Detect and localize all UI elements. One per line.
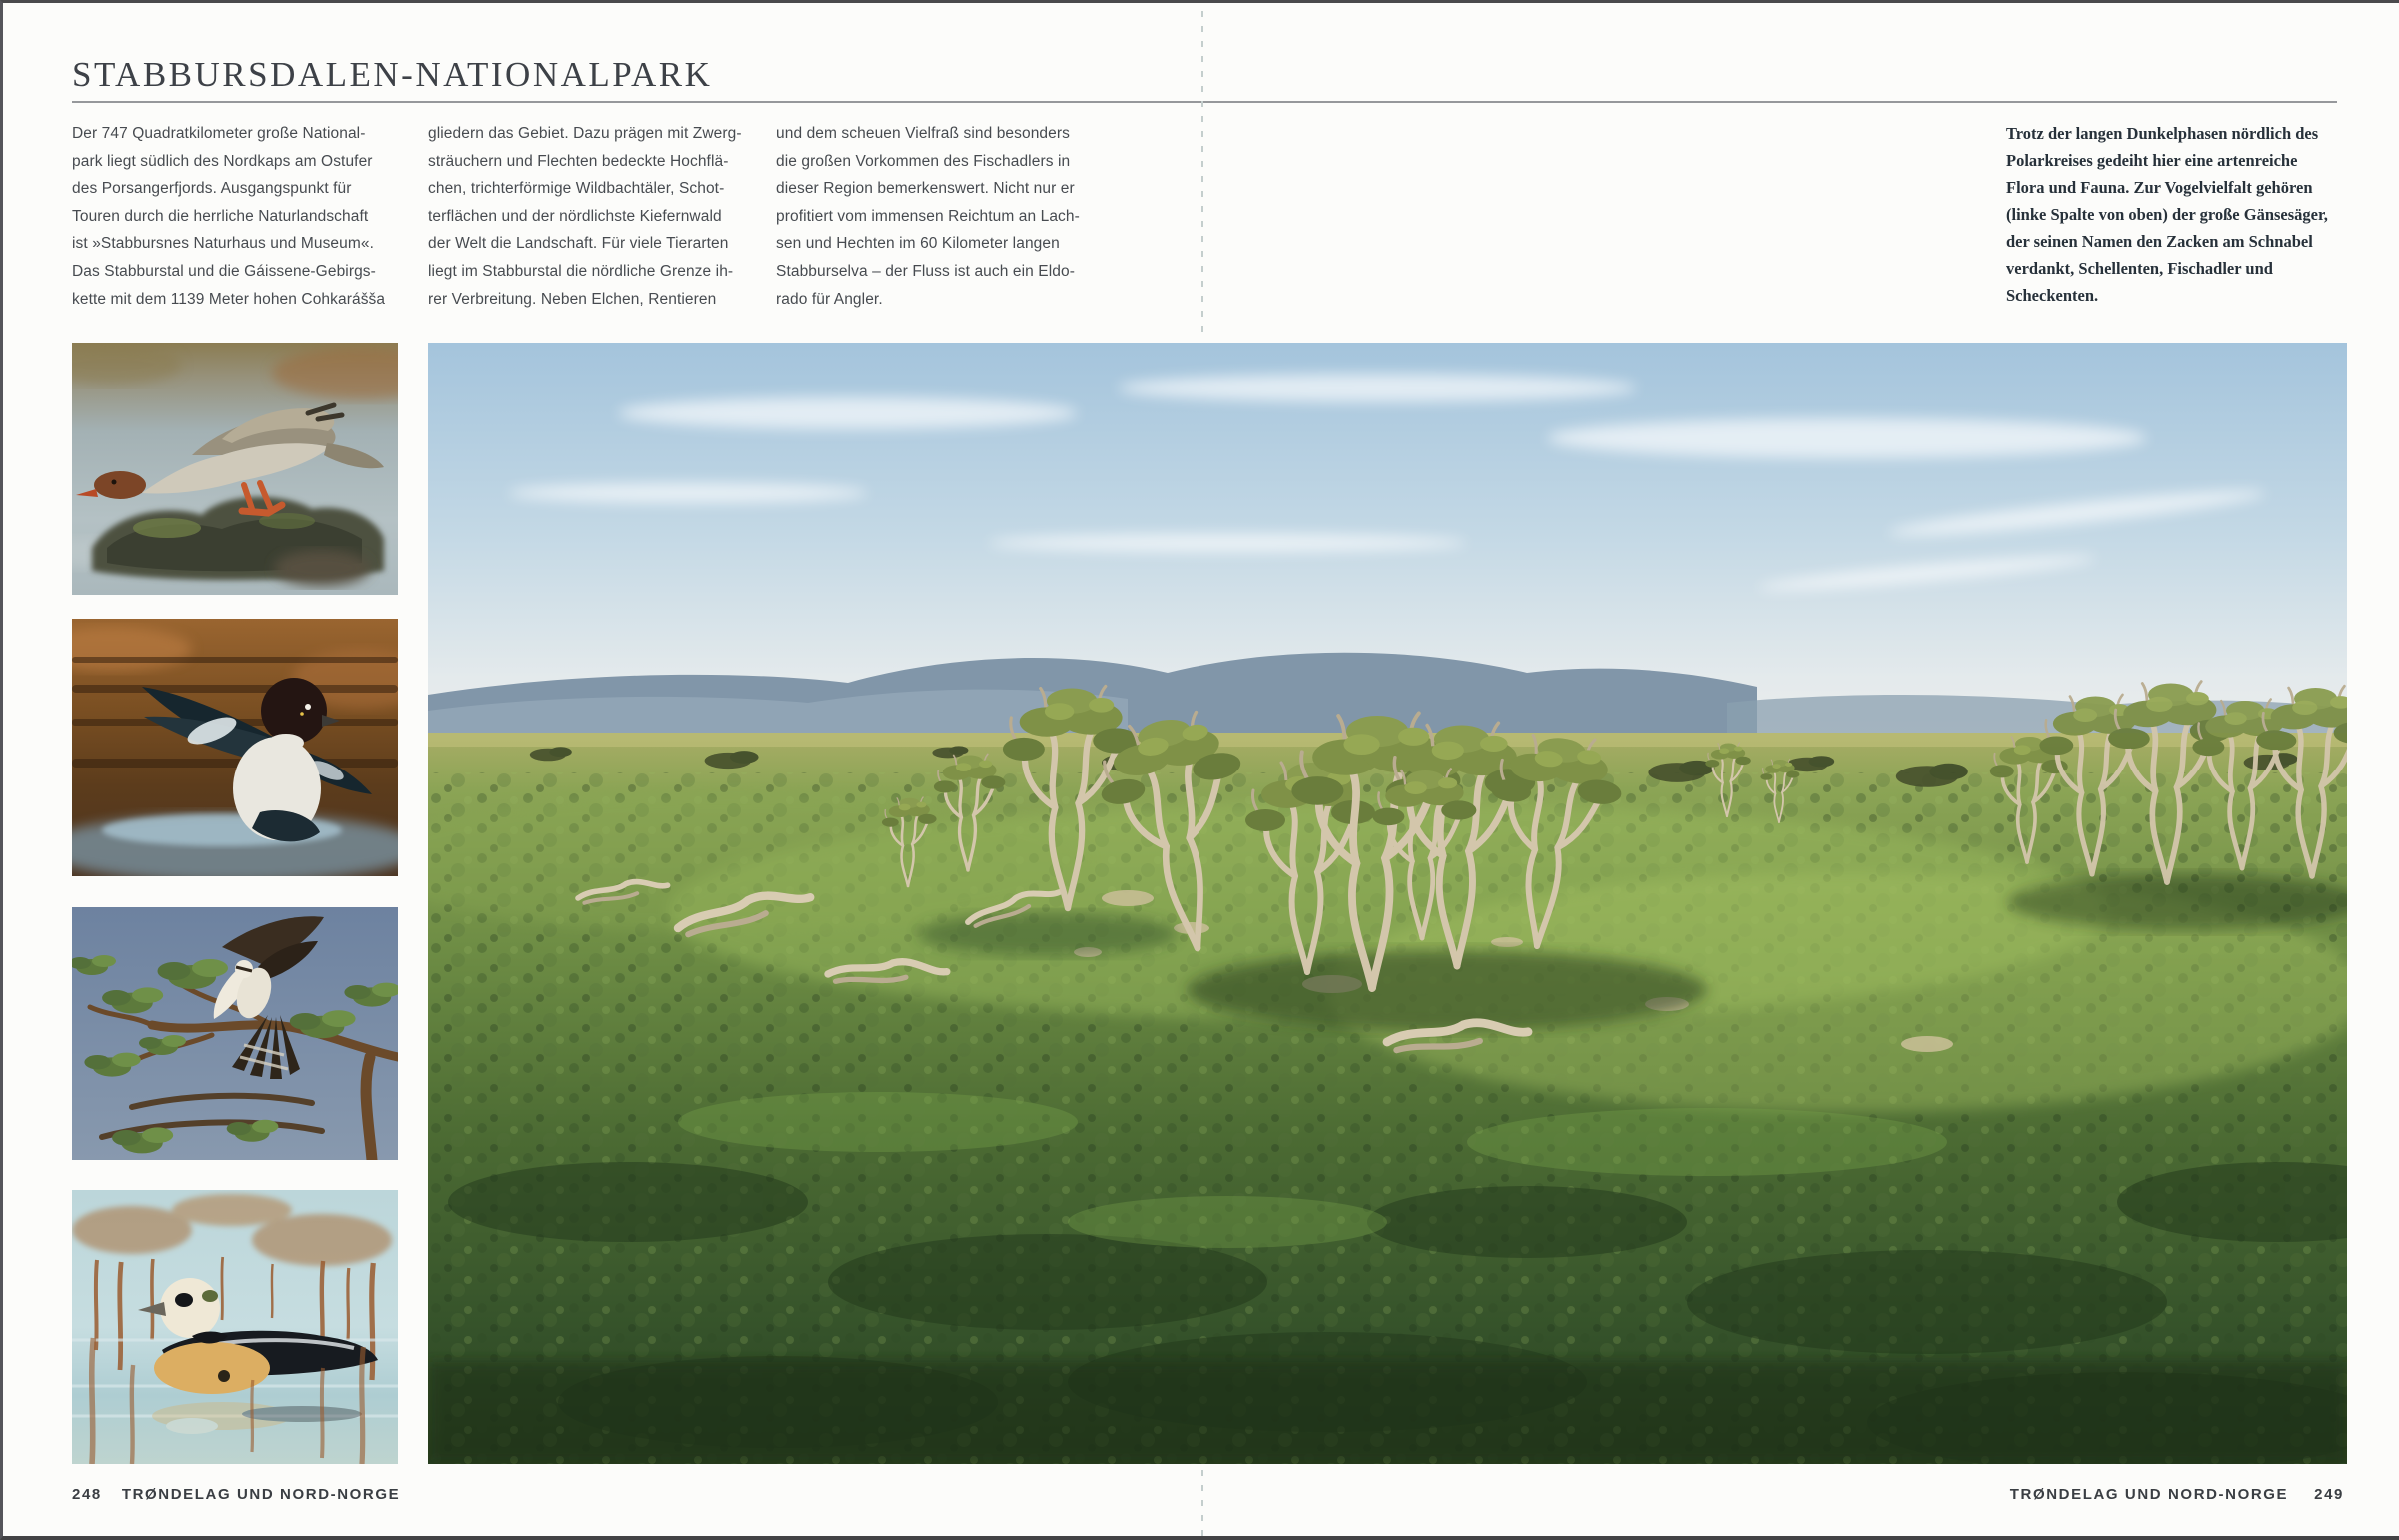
- fold-dashed-line-top: [1201, 11, 1203, 339]
- thumb-photo-goosander: [72, 343, 398, 595]
- body-column-1: Der 747 Quadratkilometer große National- park liegt südlich des Nordkaps am Ostufer des Porsangerfjords. Ausgangspunkt für Touren durch die herrliche Naturlandschaft ist »Stabbursnes Naturhaus und Museum«. Das Stabburstal und die Gáissene-Gebirgs- kette mit dem 1139 Meter hohen Cohkarášša: [72, 125, 386, 308]
- photo-caption: Trotz der langen Dunkelphasen nördlich des Polarkreises gedeiht hier eine artenreiche Flora und Fauna. Zur Vogelvielfalt gehören (linke Spalte von oben) der große Gänsesäger, der seinen Namen den Zacken am Schnabel verdankt, Schellenten, Fischadler und Scheckenten.: [2006, 124, 2328, 305]
- body-column-3: und dem scheuen Vielfraß sind besonders die großen Vorkommen des Fischadlers in dieser Region bemerkenswert. Nicht nur er profitiert vom immensen Reichtum an Lach- sen und Hechten im 60 Kilometer langen Stabburselva – der Fluss ist auch ein Eldo- rado für Angler.: [776, 125, 1080, 308]
- page-number-right: 249: [2314, 1486, 2344, 1503]
- running-title-left: TRØNDELAG UND NORD-NORGE: [121, 1486, 401, 1503]
- page-number-left: 248: [72, 1486, 102, 1503]
- fold-dashed-line-bottom: [1201, 1470, 1203, 1536]
- main-photo-tundra-landscape: [428, 343, 2347, 1464]
- running-title-right: TRØNDELAG UND NORD-NORGE: [2009, 1486, 2289, 1503]
- thumb-photo-osprey: [72, 907, 398, 1160]
- body-column-2: gliedern das Gebiet. Dazu prägen mit Zwerg- sträuchern und Flechten bedeckte Hochflä- chen, trichterförmige Wildbachtäler, Schot- terflächen und der nördlichste Kiefernwald der Welt die Landschaft. Für viele Tierarten liegt im Stabburstal die nördliche Grenze ih- rer Verbreitung. Neben Elchen, Rentieren: [428, 125, 742, 308]
- footer-right: [2010, 1486, 2344, 1503]
- thumb-photo-goldeneye: [72, 619, 398, 876]
- page-title: STABBURSDALEN-NATIONALPARK: [72, 55, 713, 94]
- footer-left: [72, 1486, 400, 1503]
- header-rule: [72, 101, 2337, 103]
- thumb-photo-stellers-eider: [72, 1190, 398, 1464]
